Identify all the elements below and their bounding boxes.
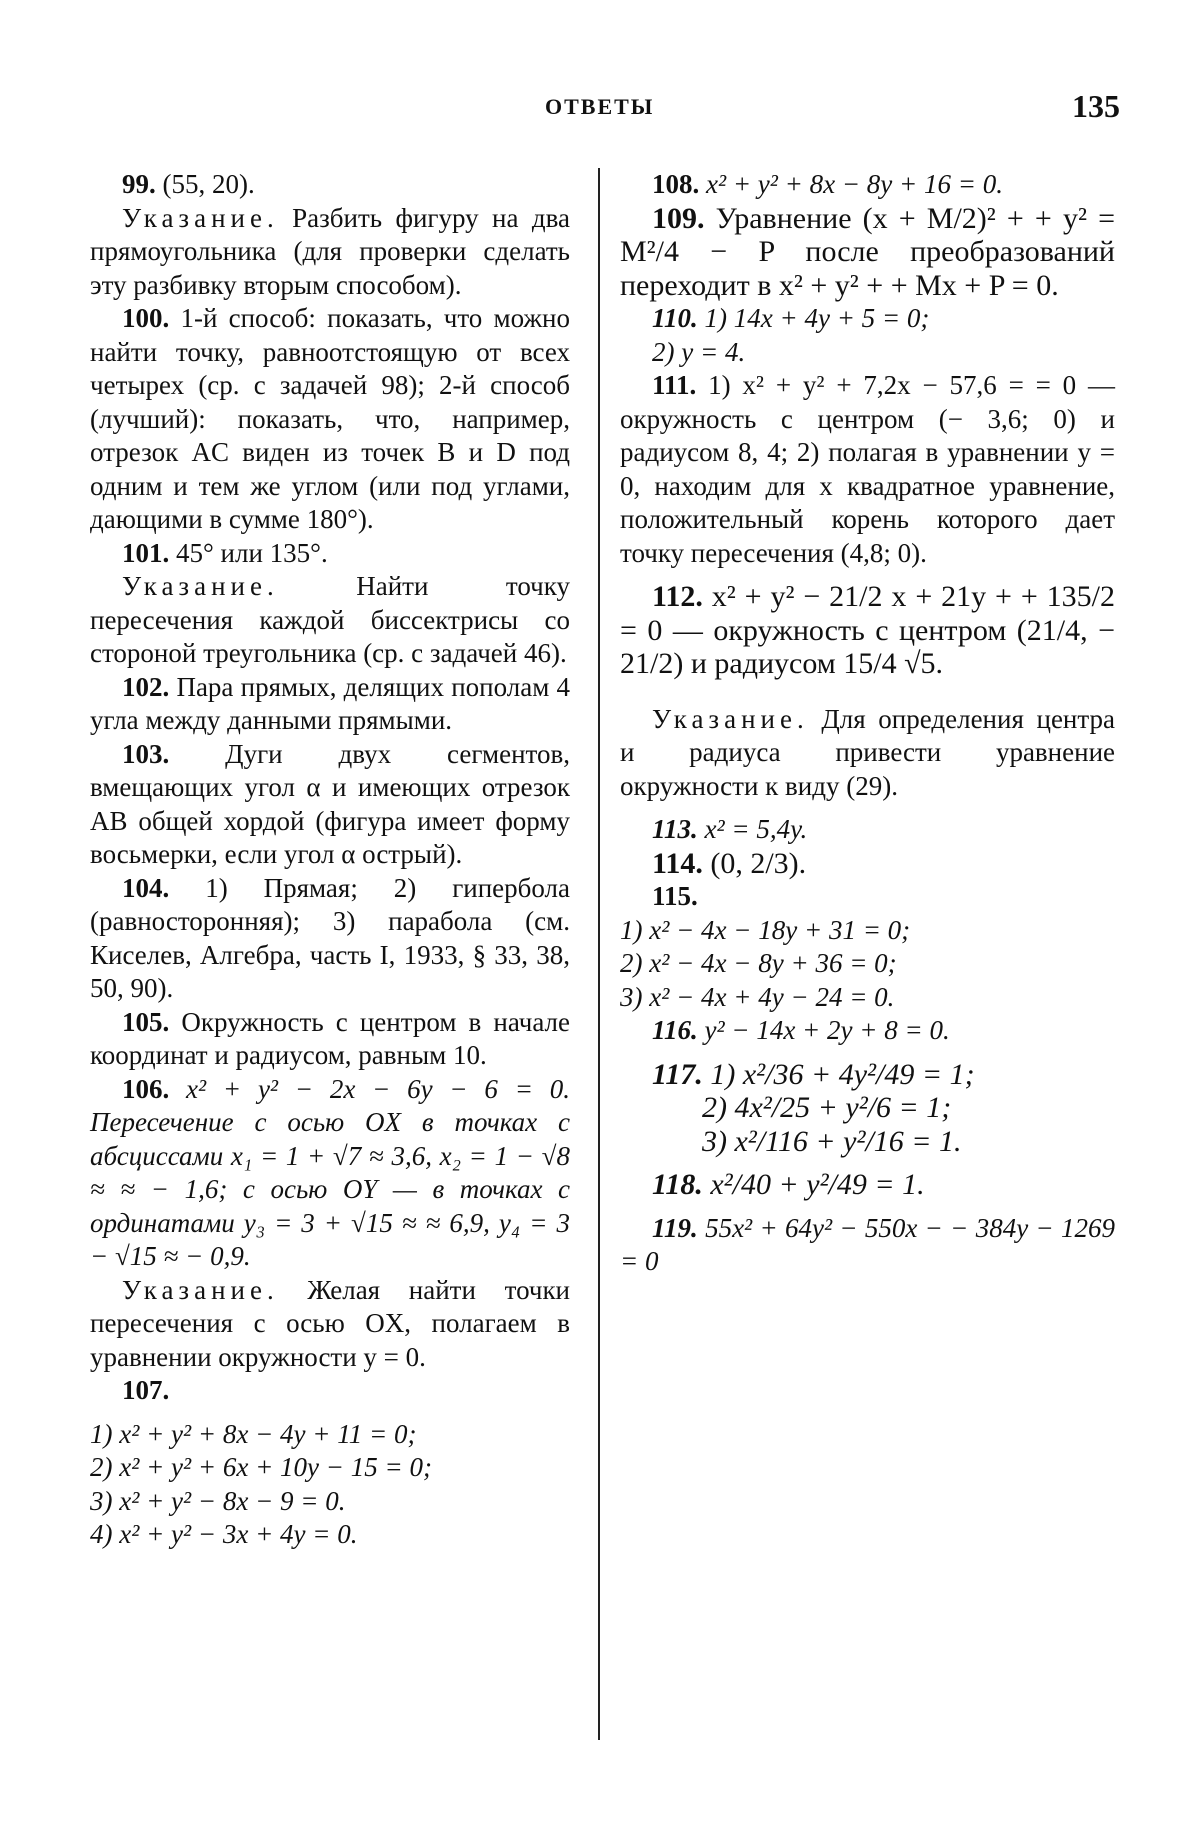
answer-item [90,302,570,537]
equation-line: 3) x² − 4x + 4y − 24 = 0. [620,981,895,1012]
answer-item [620,1125,1115,1159]
answer-item [620,880,1115,914]
equation-line: 2) x² + y² + 6x + 10y − 15 = 0; [90,1452,432,1482]
answer-item [620,168,1115,202]
answer-text: x² + y² − 2x − 6y − 6 = 0. Пересечение с осью OX в точках с абсциссами x₁ = 1 + √7 ≈ 3,6, x₂ = 1 − √8 ≈ ≈ − 1,6; с осью OY — в точках с ординатами y₃ = 3 + √15 ≈ ≈ 6,9, y₄ = 3 − √15 ≈ − 0,9. [90,1073,570,1271]
answer-text: x²/40 + y²/49 = 1. [710,1168,925,1201]
column-divider [598,168,600,1740]
answer-item [620,302,1115,336]
answer-text: 2) 4x²/25 + y²/6 = 1; [702,1091,952,1124]
answer-item [620,580,1115,681]
answer-text: 3) x²/116 + y²/16 = 1. [702,1124,962,1158]
hint-label: Указание. [122,202,279,233]
answer-item [620,813,1115,847]
hint-text: Разбить фигуру на два прямоугольника (для проверки сделать эту разбивку вторым способом). [90,202,570,300]
answer-item [90,872,570,1006]
hint-item [90,202,570,303]
hint-text: Желая найти точки пересечения с осью OX, полагаем в уравнении окружности y = 0. [90,1274,571,1372]
answer-number: 112. [652,580,703,613]
answer-text: Окружность с центром в начале координат и радиусом, равным 10. [90,1006,570,1070]
answer-text: Дуги двух сегментов, вмещающих угол α и имеющих отрезок AB общей хордой (фигура имеет форму восьмерки, если угол α острый). [90,738,570,869]
answer-number: 103. [122,738,170,769]
answer-text: y² − 14x + 2y + 8 = 0. [704,1015,950,1045]
answer-item [90,168,570,202]
spacer [620,681,1115,703]
answer-item [90,738,570,872]
answer-item [620,1168,1115,1202]
answer-text: x² = 5,4y. [704,814,808,844]
answer-text: (55, 20). [162,169,255,199]
answer-number: 113. [652,814,698,844]
answer-number: 111. [652,370,697,400]
equation-line: 2) x² − 4x − 8y + 36 = 0; [620,948,897,978]
answer-number: 116. [652,1015,698,1045]
answer-number: 119. [652,1212,698,1243]
answer-number: 107. [122,1375,170,1405]
page-number: 135 [1072,88,1120,124]
hint-text: Найти точку пересечения каждой биссектрисы со стороной треугольника (ср. с задачей 46). [90,571,570,668]
answer-number: 117. [652,1057,703,1091]
answer-number: 118. [652,1168,703,1201]
hint-label: Указание. [122,571,279,601]
page-header [0,88,1200,128]
right-column [620,168,1115,1279]
hint-label: Указание. [652,703,809,734]
answer-text: (0, 2/3). [710,846,807,880]
answer-item [90,1374,570,1408]
running-head: ОТВЕТЫ [545,94,655,119]
answer-item [620,202,1115,303]
answer-item [90,537,570,571]
answer-item [620,847,1115,881]
answer-text: 55x² + 64y² − 550x − − 384y − 1269 = 0 [620,1212,1116,1276]
spacer [620,1202,1115,1212]
spacer [620,1048,1115,1058]
answer-text: 2) y = 4. [652,336,746,367]
answer-item [620,1212,1115,1279]
answer-text: 1) Прямая; 2) гипербола (равносторонняя); 3) парабола (см. Киселев, Алгебра, часть I, 1933, § 33, 38, 50, 90). [90,872,570,1003]
answer-number: 100. [122,303,170,333]
answer-number: 105. [122,1006,170,1037]
answer-text: 1) 14x + 4y + 5 = 0; [704,303,930,333]
equation-line: 4) x² + y² − 3x + 4y = 0. [90,1519,358,1549]
answer-text: 1) x²/36 + 4y²/49 = 1; [710,1057,975,1091]
answer-item [620,336,1115,370]
left-column [90,168,570,1552]
answer-item [90,1006,570,1073]
answer-text: x² + y² + 8x − 8y + 16 = 0. [706,169,1003,199]
answer-number: 110. [652,303,698,333]
answer-text: x² + y² − 21/2 x + 21y + + 135/2 = 0 — окружность с центром (21/4, − 21/2) и радиусом 15/4 √5. [620,580,1115,680]
answer-text: 1) x² + y² + 7,2x − 57,6 = = 0 — окружность с центром (− 3,6; 0) и радиусом 8, 4; 2) полагая в уравнении y = 0, находим для x квадратное уравнение, положительный корень которого дает точку пересечения (4,8; 0). [620,370,1115,568]
spacer [620,570,1115,580]
answer-item [90,1073,570,1274]
hint-item [90,1274,570,1375]
hint-item [90,570,570,671]
answer-item [620,1058,1115,1092]
answer-text: 1-й способ: показать, что можно найти точку, равноотстоящую от всех четырех (ср. с задачей 98); 2-й способ (лучший): показать, что, например, отрезок AC виден из точек B и D под одним и тем же углом (или под углами, дающими в сумме 180°). [90,303,571,534]
answer-item [620,369,1115,570]
spacer [620,1158,1115,1168]
answer-number: 114. [652,846,703,880]
answer-number: 109. [652,201,705,235]
answer-text: Уравнение (x + M/2)² + + y² = M²/4 − P после преобразований переходит в x² + y² + + Mx + P = 0. [620,201,1115,302]
answer-item [620,1091,1115,1125]
answer-number: 104. [122,872,170,903]
equation-line: 3) x² + y² − 8x − 9 = 0. [90,1485,346,1516]
spacer [90,1408,570,1418]
spacer [620,803,1115,813]
hint-label: Указание. [122,1274,279,1305]
answer-number: 99. [122,169,156,199]
equation-line: 1) x² − 4x − 18y + 31 = 0; [620,914,911,945]
answer-number: 106. [122,1073,170,1104]
answer-item [620,1014,1115,1048]
hint-text: Для определения центра и радиуса привести уравнение окружности к виду (29). [620,703,1115,801]
answer-number: 102. [122,671,170,702]
answer-number: 101. [122,537,170,568]
answer-text: 45° или 135°. [176,537,328,568]
answer-text: Пара прямых, делящих пополам 4 угла между данными прямыми. [90,671,570,735]
hint-item [620,703,1115,804]
answer-number: 115. [652,881,698,911]
answer-item [90,671,570,738]
answer-number: 108. [652,169,700,199]
equation-line: 1) x² + y² + 8x − 4y + 11 = 0; [90,1418,417,1449]
